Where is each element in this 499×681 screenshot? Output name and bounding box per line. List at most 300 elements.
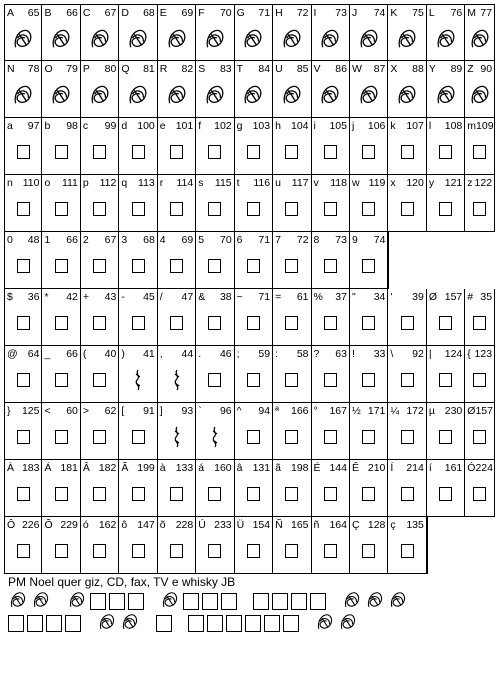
glyph-char: z <box>467 177 473 189</box>
glyph-preview <box>166 422 188 452</box>
glyph-caption <box>314 177 347 189</box>
missing-glyph-box-icon <box>183 593 199 610</box>
glyph-code: 125 <box>21 405 40 417</box>
glyph-char: ó <box>82 519 89 531</box>
glyph-cell <box>42 61 80 118</box>
ornate-glyph-icon <box>242 82 264 108</box>
ornate-glyph-icon <box>12 82 34 108</box>
glyph-char: Ç <box>351 519 360 531</box>
glyph-preview <box>242 422 264 452</box>
glyph-caption <box>467 348 492 360</box>
missing-glyph-box-icon <box>93 202 106 216</box>
glyph-code: 172 <box>406 405 424 417</box>
glyph-cell <box>312 61 350 118</box>
glyph-code: 118 <box>330 177 347 189</box>
glyph-code: 116 <box>253 177 271 189</box>
glyph-code: 40 <box>104 348 117 360</box>
glyph-cell <box>42 460 80 517</box>
glyph-char: X <box>390 63 398 75</box>
missing-glyph-box-icon <box>93 259 106 273</box>
glyph-cell <box>273 175 311 232</box>
glyph-cell <box>427 118 465 175</box>
missing-glyph-box-icon <box>202 593 218 610</box>
glyph-char: / <box>159 291 163 303</box>
glyph-preview <box>469 80 491 110</box>
glyph-preview <box>127 365 149 395</box>
glyph-preview <box>127 80 149 110</box>
missing-glyph-box-icon <box>170 544 183 558</box>
missing-glyph-box-icon <box>93 544 106 558</box>
glyph-caption <box>467 7 492 19</box>
glyph-preview <box>435 137 457 167</box>
glyph-code: 199 <box>137 462 155 474</box>
glyph-code: 106 <box>367 120 386 132</box>
glyph-char: + <box>82 291 90 303</box>
glyph-preview <box>396 536 418 566</box>
glyph-char: 2 <box>82 234 89 246</box>
glyph-code: 121 <box>444 177 463 189</box>
missing-glyph-box-icon <box>362 487 375 501</box>
missing-glyph-box-icon <box>285 316 298 330</box>
glyph-cell <box>158 232 196 289</box>
glyph-cell <box>81 289 119 346</box>
glyph-caption <box>352 405 385 417</box>
glyph-char: Ó <box>467 462 476 474</box>
glyph-cell <box>4 4 42 61</box>
glyph-cell <box>42 232 80 289</box>
glyph-char: # <box>467 291 474 303</box>
missing-glyph-box-icon <box>473 487 486 501</box>
glyph-cell <box>119 517 157 574</box>
ornate-glyph-icon <box>89 82 111 108</box>
glyph-char: [ <box>121 405 125 417</box>
glyph-char: < <box>44 405 51 417</box>
glyph-cell <box>350 403 388 460</box>
glyph-cell <box>388 460 426 517</box>
glyph-cell <box>119 346 157 403</box>
glyph-caption <box>121 519 154 531</box>
missing-glyph-box-icon <box>310 593 326 610</box>
missing-glyph-box-icon <box>17 259 30 273</box>
missing-glyph-box-icon <box>401 373 414 387</box>
missing-glyph-box-icon <box>17 202 30 216</box>
missing-glyph-box-icon <box>324 544 337 558</box>
glyph-preview <box>89 479 111 509</box>
glyph-cell <box>350 517 388 574</box>
glyph-char: Ô <box>7 519 16 531</box>
glyph-caption <box>390 177 423 189</box>
missing-glyph-box-icon <box>401 487 414 501</box>
glyph-preview <box>12 422 34 452</box>
glyph-cell <box>4 232 42 289</box>
glyph-cell <box>119 403 157 460</box>
glyph-char: s <box>198 177 204 189</box>
empty-cell <box>388 232 426 289</box>
glyph-preview <box>469 365 491 395</box>
glyph-char: ; <box>236 348 240 360</box>
glyph-caption <box>314 120 347 132</box>
glyph-caption <box>275 7 308 19</box>
glyph-preview <box>396 194 418 224</box>
glyph-cell <box>427 403 465 460</box>
glyph-preview <box>281 422 303 452</box>
glyph-preview <box>89 24 111 54</box>
ornate-glyph-icon <box>166 82 188 108</box>
glyph-code: 88 <box>412 63 424 75</box>
missing-glyph-box-icon <box>208 544 221 558</box>
glyph-char: N <box>7 63 15 75</box>
glyph-preview <box>396 137 418 167</box>
glyph-cell <box>350 118 388 175</box>
missing-glyph-box-icon <box>17 430 30 444</box>
glyph-cell <box>158 460 196 517</box>
glyph-caption <box>352 7 385 19</box>
glyph-preview <box>319 536 341 566</box>
missing-glyph-box-icon <box>362 202 375 216</box>
glyph-code: 59 <box>258 348 271 360</box>
glyph-code: 65 <box>27 7 40 19</box>
glyph-preview <box>89 422 111 452</box>
glyph-code: 58 <box>296 348 309 360</box>
glyph-code: 224 <box>475 462 493 474</box>
glyph-char: ô <box>121 519 128 531</box>
glyph-caption <box>198 348 231 360</box>
glyph-caption <box>467 177 492 189</box>
glyph-char: $ <box>7 291 13 303</box>
missing-glyph-box-icon <box>362 259 375 273</box>
glyph-preview <box>166 536 188 566</box>
glyph-code: 82 <box>181 63 194 75</box>
glyph-char: C <box>82 7 91 19</box>
glyph-code: 157 <box>475 405 493 417</box>
glyph-cell <box>465 4 495 61</box>
glyph-cell <box>465 460 495 517</box>
glyph-caption <box>275 519 308 531</box>
missing-glyph-box-icon <box>208 202 221 216</box>
glyph-caption <box>237 120 270 132</box>
glyph-preview <box>319 137 341 167</box>
glyph-cell <box>81 346 119 403</box>
missing-glyph-box-icon <box>324 145 337 159</box>
missing-glyph-box-icon <box>17 487 30 501</box>
glyph-code: 74 <box>373 234 386 246</box>
glyph-char: i <box>313 120 316 132</box>
glyph-preview <box>469 308 491 338</box>
glyph-caption <box>275 63 308 75</box>
glyph-caption <box>160 291 193 303</box>
glyph-caption <box>83 7 116 19</box>
glyph-cell <box>158 61 196 118</box>
glyph-cell <box>81 61 119 118</box>
missing-glyph-box-icon <box>473 373 486 387</box>
missing-glyph-box-icon <box>170 202 183 216</box>
glyph-preview <box>127 194 149 224</box>
ornate-glyph-icon <box>89 26 111 52</box>
glyph-char: ñ <box>313 519 320 531</box>
glyph-cell <box>196 460 234 517</box>
glyph-code: 61 <box>296 291 309 303</box>
glyph-caption <box>429 291 462 303</box>
glyph-char: â <box>236 462 243 474</box>
glyph-char: > <box>82 405 90 417</box>
glyph-preview <box>281 365 303 395</box>
glyph-cell <box>427 289 465 346</box>
missing-glyph-box-icon <box>285 202 298 216</box>
glyph-caption <box>44 120 77 132</box>
glyph-cell <box>235 403 273 460</box>
glyph-preview <box>50 251 72 281</box>
glyph-cell <box>350 4 388 61</box>
glyph-preview <box>281 308 303 338</box>
glyph-char: p <box>82 177 89 189</box>
missing-glyph-box-icon <box>55 544 68 558</box>
sample-label: PM Noel quer giz, CD, fax, TV e whisky JB <box>8 575 236 589</box>
glyph-caption <box>352 462 385 474</box>
glyph-preview <box>358 194 380 224</box>
glyph-char: I <box>313 7 317 19</box>
glyph-code: 84 <box>258 63 271 75</box>
ornate-glyph-icon <box>358 82 380 108</box>
glyph-char: ¼ <box>390 405 400 417</box>
glyph-preview <box>435 24 457 54</box>
glyph-cell <box>350 460 388 517</box>
ornate-glyph-icon <box>435 26 457 52</box>
glyph-char: t <box>236 177 240 189</box>
missing-glyph-box-icon <box>208 487 221 501</box>
glyph-char: " <box>351 291 356 303</box>
missing-glyph-box-icon <box>170 145 183 159</box>
ornate-glyph-icon <box>210 425 220 449</box>
glyph-preview <box>166 365 188 395</box>
glyph-char: w <box>351 177 360 189</box>
missing-glyph-box-icon <box>473 316 486 330</box>
glyph-char: 7 <box>275 234 281 246</box>
glyph-preview <box>358 422 380 452</box>
glyph-preview <box>89 308 111 338</box>
glyph-preview <box>396 80 418 110</box>
glyph-caption <box>390 348 423 360</box>
glyph-code: 98 <box>66 120 78 132</box>
glyph-caption <box>160 120 193 132</box>
missing-glyph-box-icon <box>247 202 260 216</box>
glyph-caption <box>198 519 231 531</box>
glyph-caption <box>467 291 492 303</box>
glyph-caption <box>83 177 116 189</box>
glyph-cell <box>273 403 311 460</box>
missing-glyph-box-icon <box>17 316 30 330</box>
glyph-code: 94 <box>258 405 271 417</box>
glyph-code: 115 <box>214 177 232 189</box>
glyph-preview <box>242 137 264 167</box>
glyph-caption <box>275 291 308 303</box>
glyph-cell <box>81 118 119 175</box>
glyph-preview <box>12 308 34 338</box>
glyph-code: 47 <box>181 291 194 303</box>
glyph-code: 72 <box>296 7 309 19</box>
empty-cell <box>465 517 495 574</box>
glyph-cell <box>119 4 157 61</box>
glyph-cell <box>388 289 426 346</box>
glyph-caption <box>198 405 231 417</box>
glyph-char: B <box>44 7 52 19</box>
glyph-cell <box>42 517 80 574</box>
glyph-cell <box>465 346 495 403</box>
missing-glyph-box-icon <box>362 145 375 159</box>
glyph-caption <box>160 462 193 474</box>
glyph-char: ` <box>198 405 202 417</box>
glyph-char: h <box>275 120 281 132</box>
missing-glyph-box-icon <box>132 544 145 558</box>
grid-row <box>4 517 495 574</box>
glyph-cell <box>119 118 157 175</box>
glyph-caption <box>121 234 154 246</box>
glyph-code: 46 <box>219 348 232 360</box>
glyph-cell <box>196 175 234 232</box>
glyph-caption <box>121 120 154 132</box>
glyph-caption <box>467 462 492 474</box>
glyph-cell <box>158 289 196 346</box>
glyph-code: 226 <box>21 519 40 531</box>
glyph-caption <box>160 7 193 19</box>
glyph-char: | <box>428 348 432 360</box>
glyph-preview <box>319 422 341 452</box>
empty-cell <box>465 232 495 289</box>
glyph-cell <box>312 346 350 403</box>
glyph-cell <box>235 232 273 289</box>
glyph-code: 160 <box>214 462 232 474</box>
ornate-glyph-icon <box>127 82 149 108</box>
glyph-preview <box>281 251 303 281</box>
glyph-preview <box>242 80 264 110</box>
glyph-cell <box>312 403 350 460</box>
glyph-char: q <box>121 177 128 189</box>
glyph-char: 3 <box>121 234 128 246</box>
glyph-code: 102 <box>214 120 232 132</box>
glyph-code: 161 <box>444 462 463 474</box>
glyph-char: M <box>467 7 477 19</box>
missing-glyph-box-icon <box>17 544 30 558</box>
glyph-code: 147 <box>137 519 155 531</box>
glyph-char: m <box>467 120 477 132</box>
glyph-code: 109 <box>476 120 494 132</box>
glyph-char: . <box>198 348 202 360</box>
ornate-glyph-icon <box>50 82 72 108</box>
glyph-caption <box>44 234 77 246</box>
glyph-char: µ <box>428 405 435 417</box>
missing-glyph-box-icon <box>208 145 221 159</box>
glyph-cell <box>350 175 388 232</box>
glyph-code: 78 <box>27 63 40 75</box>
grid-row <box>4 346 495 403</box>
missing-glyph-box-icon <box>132 145 145 159</box>
glyph-code: 39 <box>412 291 424 303</box>
glyph-cell <box>235 118 273 175</box>
glyph-char: * <box>44 291 49 303</box>
glyph-preview <box>89 365 111 395</box>
glyph-char: Ø <box>428 291 438 303</box>
glyph-cell <box>465 61 495 118</box>
glyph-cell <box>42 346 80 403</box>
glyph-code: 35 <box>480 291 493 303</box>
glyph-cell <box>235 4 273 61</box>
glyph-cell <box>388 175 426 232</box>
glyph-char: ° <box>313 405 318 417</box>
glyph-code: 230 <box>444 405 463 417</box>
ornate-glyph-icon <box>342 590 362 610</box>
glyph-char: { <box>467 348 471 360</box>
glyph-caption <box>467 405 492 417</box>
glyph-caption <box>160 519 193 531</box>
glyph-char: ! <box>351 348 355 360</box>
glyph-char: u <box>275 177 281 189</box>
missing-glyph-box-icon <box>46 615 62 632</box>
glyph-code: 92 <box>412 348 424 360</box>
missing-glyph-box-icon <box>439 145 452 159</box>
glyph-char: G <box>236 7 245 19</box>
glyph-caption <box>390 63 423 75</box>
glyph-code: 71 <box>258 7 271 19</box>
glyph-code: 73 <box>335 7 347 19</box>
ornate-glyph-icon <box>50 26 72 52</box>
glyph-cell <box>388 517 426 574</box>
glyph-code: 165 <box>291 519 309 531</box>
glyph-code: 80 <box>104 63 117 75</box>
glyph-preview <box>281 137 303 167</box>
glyph-char: Ü <box>236 519 245 531</box>
missing-glyph-box-icon <box>65 615 81 632</box>
missing-glyph-box-icon <box>208 259 221 273</box>
glyph-preview <box>358 536 380 566</box>
glyph-cell <box>158 517 196 574</box>
glyph-char: P <box>82 63 90 75</box>
glyph-char: & <box>198 291 206 303</box>
glyph-char: á <box>198 462 205 474</box>
glyph-char: E <box>159 7 167 19</box>
sample-line-2 <box>8 612 358 632</box>
glyph-preview <box>358 479 380 509</box>
glyph-preview <box>127 536 149 566</box>
glyph-preview <box>242 251 264 281</box>
glyph-caption <box>160 234 193 246</box>
glyph-caption <box>314 405 347 417</box>
missing-glyph-box-icon <box>285 544 298 558</box>
glyph-preview <box>50 308 72 338</box>
glyph-code: 101 <box>175 120 194 132</box>
grid-row <box>4 4 495 61</box>
glyph-cell <box>273 346 311 403</box>
glyph-cell <box>350 232 388 289</box>
glyph-char: x <box>390 177 396 189</box>
glyph-caption <box>390 405 423 417</box>
glyph-caption <box>352 177 385 189</box>
glyph-cell <box>158 346 196 403</box>
glyph-cell <box>427 346 465 403</box>
glyph-char: É <box>313 462 321 474</box>
glyph-cell <box>119 460 157 517</box>
glyph-code: 70 <box>219 234 232 246</box>
glyph-cell <box>312 289 350 346</box>
glyph-char: A <box>7 7 15 19</box>
glyph-code: 68 <box>143 234 155 246</box>
missing-glyph-box-icon <box>170 487 183 501</box>
empty-cell <box>427 232 465 289</box>
glyph-caption <box>275 177 308 189</box>
glyph-char: : <box>275 348 279 360</box>
glyph-cell <box>81 175 119 232</box>
glyph-caption <box>7 462 39 474</box>
glyph-preview <box>435 479 457 509</box>
glyph-cell <box>273 289 311 346</box>
